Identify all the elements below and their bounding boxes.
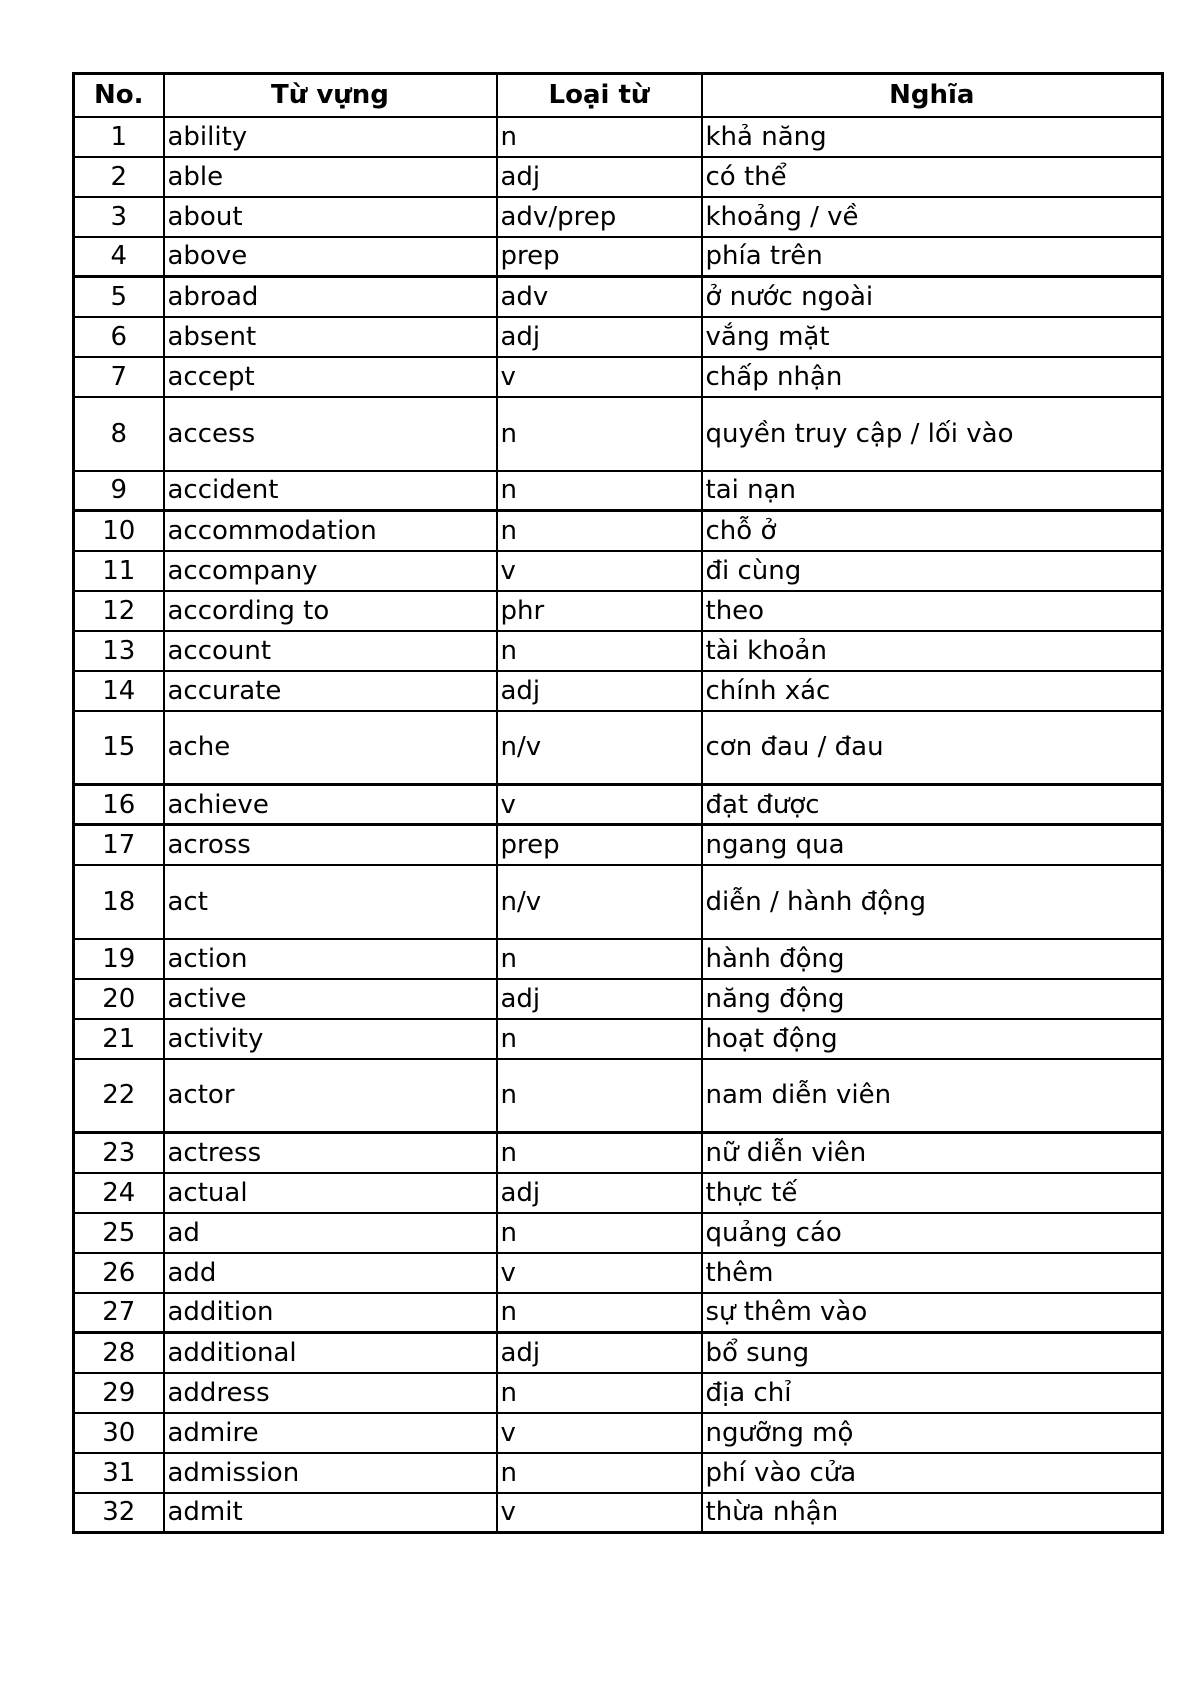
cell-word-type: v (497, 1253, 702, 1293)
table-row (74, 1413, 1163, 1453)
table-row (74, 277, 1163, 317)
vocabulary-table (72, 72, 1164, 1534)
cell-meaning: đi cùng (702, 551, 1163, 591)
cell-no: 12 (74, 591, 164, 631)
cell-no: 27 (74, 1293, 164, 1333)
cell-word: account (164, 631, 497, 671)
cell-word: ability (164, 117, 497, 157)
table-row (74, 1293, 1163, 1333)
cell-meaning: thực tế (702, 1173, 1163, 1213)
cell-word-type: adj (497, 1333, 702, 1373)
cell-no: 18 (74, 865, 164, 939)
table-row (74, 117, 1163, 157)
table-row (74, 511, 1163, 551)
cell-meaning: tai nạn (702, 471, 1163, 511)
table-row (74, 317, 1163, 357)
cell-word-type: prep (497, 825, 702, 865)
cell-word-type: v (497, 357, 702, 397)
cell-no: 32 (74, 1493, 164, 1533)
cell-word: add (164, 1253, 497, 1293)
table-row (74, 825, 1163, 865)
cell-no: 1 (74, 117, 164, 157)
table-row (74, 1453, 1163, 1493)
cell-no: 20 (74, 979, 164, 1019)
cell-no: 5 (74, 277, 164, 317)
cell-word-type: adj (497, 979, 702, 1019)
cell-meaning: thêm (702, 1253, 1163, 1293)
cell-no: 15 (74, 711, 164, 785)
cell-word-type: n (497, 397, 702, 471)
cell-word: actress (164, 1133, 497, 1173)
table-row (74, 591, 1163, 631)
cell-word-type: n (497, 1059, 702, 1133)
cell-word: abroad (164, 277, 497, 317)
table-row (74, 157, 1163, 197)
cell-word: achieve (164, 785, 497, 825)
cell-word: admit (164, 1493, 497, 1533)
table-header-row (74, 74, 1163, 117)
cell-meaning: nam diễn viên (702, 1059, 1163, 1133)
cell-word-type: v (497, 1493, 702, 1533)
cell-meaning: ngưỡng mộ (702, 1413, 1163, 1453)
cell-word-type: prep (497, 237, 702, 277)
cell-meaning: nữ diễn viên (702, 1133, 1163, 1173)
cell-no: 8 (74, 397, 164, 471)
cell-word: about (164, 197, 497, 237)
cell-meaning: khả năng (702, 117, 1163, 157)
cell-word: ad (164, 1213, 497, 1253)
cell-no: 17 (74, 825, 164, 865)
header-word-type: Loại từ (497, 74, 702, 117)
cell-word-type: n (497, 1293, 702, 1333)
cell-meaning: phí vào cửa (702, 1453, 1163, 1493)
table-row (74, 1253, 1163, 1293)
cell-no: 4 (74, 237, 164, 277)
table-row (74, 471, 1163, 511)
cell-word-type: v (497, 1413, 702, 1453)
table-row (74, 197, 1163, 237)
cell-word: actual (164, 1173, 497, 1213)
cell-word: access (164, 397, 497, 471)
cell-no: 19 (74, 939, 164, 979)
cell-no: 23 (74, 1133, 164, 1173)
table-row (74, 785, 1163, 825)
table-row (74, 1019, 1163, 1059)
cell-no: 24 (74, 1173, 164, 1213)
cell-word: absent (164, 317, 497, 357)
cell-meaning: địa chỉ (702, 1373, 1163, 1413)
table-row (74, 1493, 1163, 1533)
cell-meaning: khoảng / về (702, 197, 1163, 237)
cell-word-type: adj (497, 671, 702, 711)
cell-no: 2 (74, 157, 164, 197)
cell-meaning: quyền truy cập / lối vào (702, 397, 1163, 471)
cell-meaning: hoạt động (702, 1019, 1163, 1059)
cell-word-type: n (497, 1213, 702, 1253)
cell-word-type: n (497, 1019, 702, 1059)
cell-word: activity (164, 1019, 497, 1059)
cell-word: admire (164, 1413, 497, 1453)
cell-word-type: n (497, 511, 702, 551)
cell-word: addition (164, 1293, 497, 1333)
table-row (74, 939, 1163, 979)
header-meaning: Nghĩa (702, 74, 1163, 117)
cell-meaning: chỗ ở (702, 511, 1163, 551)
table-row (74, 711, 1163, 785)
cell-meaning: chính xác (702, 671, 1163, 711)
table-row (74, 237, 1163, 277)
cell-word-type: n/v (497, 865, 702, 939)
cell-word-type: adj (497, 1173, 702, 1213)
cell-word: accident (164, 471, 497, 511)
cell-word-type: n (497, 939, 702, 979)
cell-no: 13 (74, 631, 164, 671)
cell-word-type: adv/prep (497, 197, 702, 237)
cell-no: 28 (74, 1333, 164, 1373)
table-row (74, 631, 1163, 671)
cell-word-type: n (497, 471, 702, 511)
cell-meaning: hành động (702, 939, 1163, 979)
cell-word-type: adj (497, 157, 702, 197)
cell-meaning: bổ sung (702, 1333, 1163, 1373)
table-row (74, 1333, 1163, 1373)
header-word: Từ vựng (164, 74, 497, 117)
cell-word: ache (164, 711, 497, 785)
cell-no: 21 (74, 1019, 164, 1059)
cell-word-type: n (497, 631, 702, 671)
cell-word-type: v (497, 551, 702, 591)
cell-word-type: n/v (497, 711, 702, 785)
table-row (74, 979, 1163, 1019)
table-row (74, 397, 1163, 471)
cell-meaning: ở nước ngoài (702, 277, 1163, 317)
cell-word: across (164, 825, 497, 865)
cell-meaning: ngang qua (702, 825, 1163, 865)
cell-meaning: thừa nhận (702, 1493, 1163, 1533)
cell-meaning: phía trên (702, 237, 1163, 277)
cell-word: able (164, 157, 497, 197)
table-row (74, 551, 1163, 591)
cell-word: actor (164, 1059, 497, 1133)
cell-no: 22 (74, 1059, 164, 1133)
cell-word: accommodation (164, 511, 497, 551)
cell-word-type: n (497, 117, 702, 157)
header-no: No. (74, 74, 164, 117)
cell-meaning: tài khoản (702, 631, 1163, 671)
cell-word: according to (164, 591, 497, 631)
cell-meaning: cơn đau / đau (702, 711, 1163, 785)
cell-meaning: có thể (702, 157, 1163, 197)
cell-word-type: phr (497, 591, 702, 631)
cell-meaning: diễn / hành động (702, 865, 1163, 939)
cell-meaning: sự thêm vào (702, 1293, 1163, 1333)
cell-no: 31 (74, 1453, 164, 1493)
cell-no: 29 (74, 1373, 164, 1413)
cell-meaning: chấp nhận (702, 357, 1163, 397)
cell-word-type: v (497, 785, 702, 825)
cell-word-type: n (497, 1453, 702, 1493)
cell-word: active (164, 979, 497, 1019)
cell-word: address (164, 1373, 497, 1413)
table-row (74, 1133, 1163, 1173)
table-row (74, 1213, 1163, 1253)
cell-word-type: adj (497, 317, 702, 357)
cell-no: 14 (74, 671, 164, 711)
table-row (74, 357, 1163, 397)
cell-meaning: vắng mặt (702, 317, 1163, 357)
cell-word: accompany (164, 551, 497, 591)
table-body (74, 117, 1163, 1533)
cell-meaning: đạt được (702, 785, 1163, 825)
cell-word: admission (164, 1453, 497, 1493)
cell-word-type: n (497, 1133, 702, 1173)
cell-meaning: quảng cáo (702, 1213, 1163, 1253)
table-row (74, 865, 1163, 939)
cell-word: action (164, 939, 497, 979)
cell-no: 16 (74, 785, 164, 825)
cell-word: act (164, 865, 497, 939)
cell-no: 10 (74, 511, 164, 551)
table-row (74, 1373, 1163, 1413)
cell-no: 7 (74, 357, 164, 397)
cell-word: accept (164, 357, 497, 397)
cell-meaning: năng động (702, 979, 1163, 1019)
cell-no: 30 (74, 1413, 164, 1453)
table-row (74, 671, 1163, 711)
cell-meaning: theo (702, 591, 1163, 631)
cell-no: 11 (74, 551, 164, 591)
cell-word: additional (164, 1333, 497, 1373)
cell-no: 6 (74, 317, 164, 357)
cell-no: 9 (74, 471, 164, 511)
table-row (74, 1173, 1163, 1213)
table-row (74, 1059, 1163, 1133)
cell-word-type: adv (497, 277, 702, 317)
cell-word-type: n (497, 1373, 702, 1413)
cell-word: accurate (164, 671, 497, 711)
cell-no: 25 (74, 1213, 164, 1253)
cell-no: 3 (74, 197, 164, 237)
cell-no: 26 (74, 1253, 164, 1293)
cell-word: above (164, 237, 497, 277)
